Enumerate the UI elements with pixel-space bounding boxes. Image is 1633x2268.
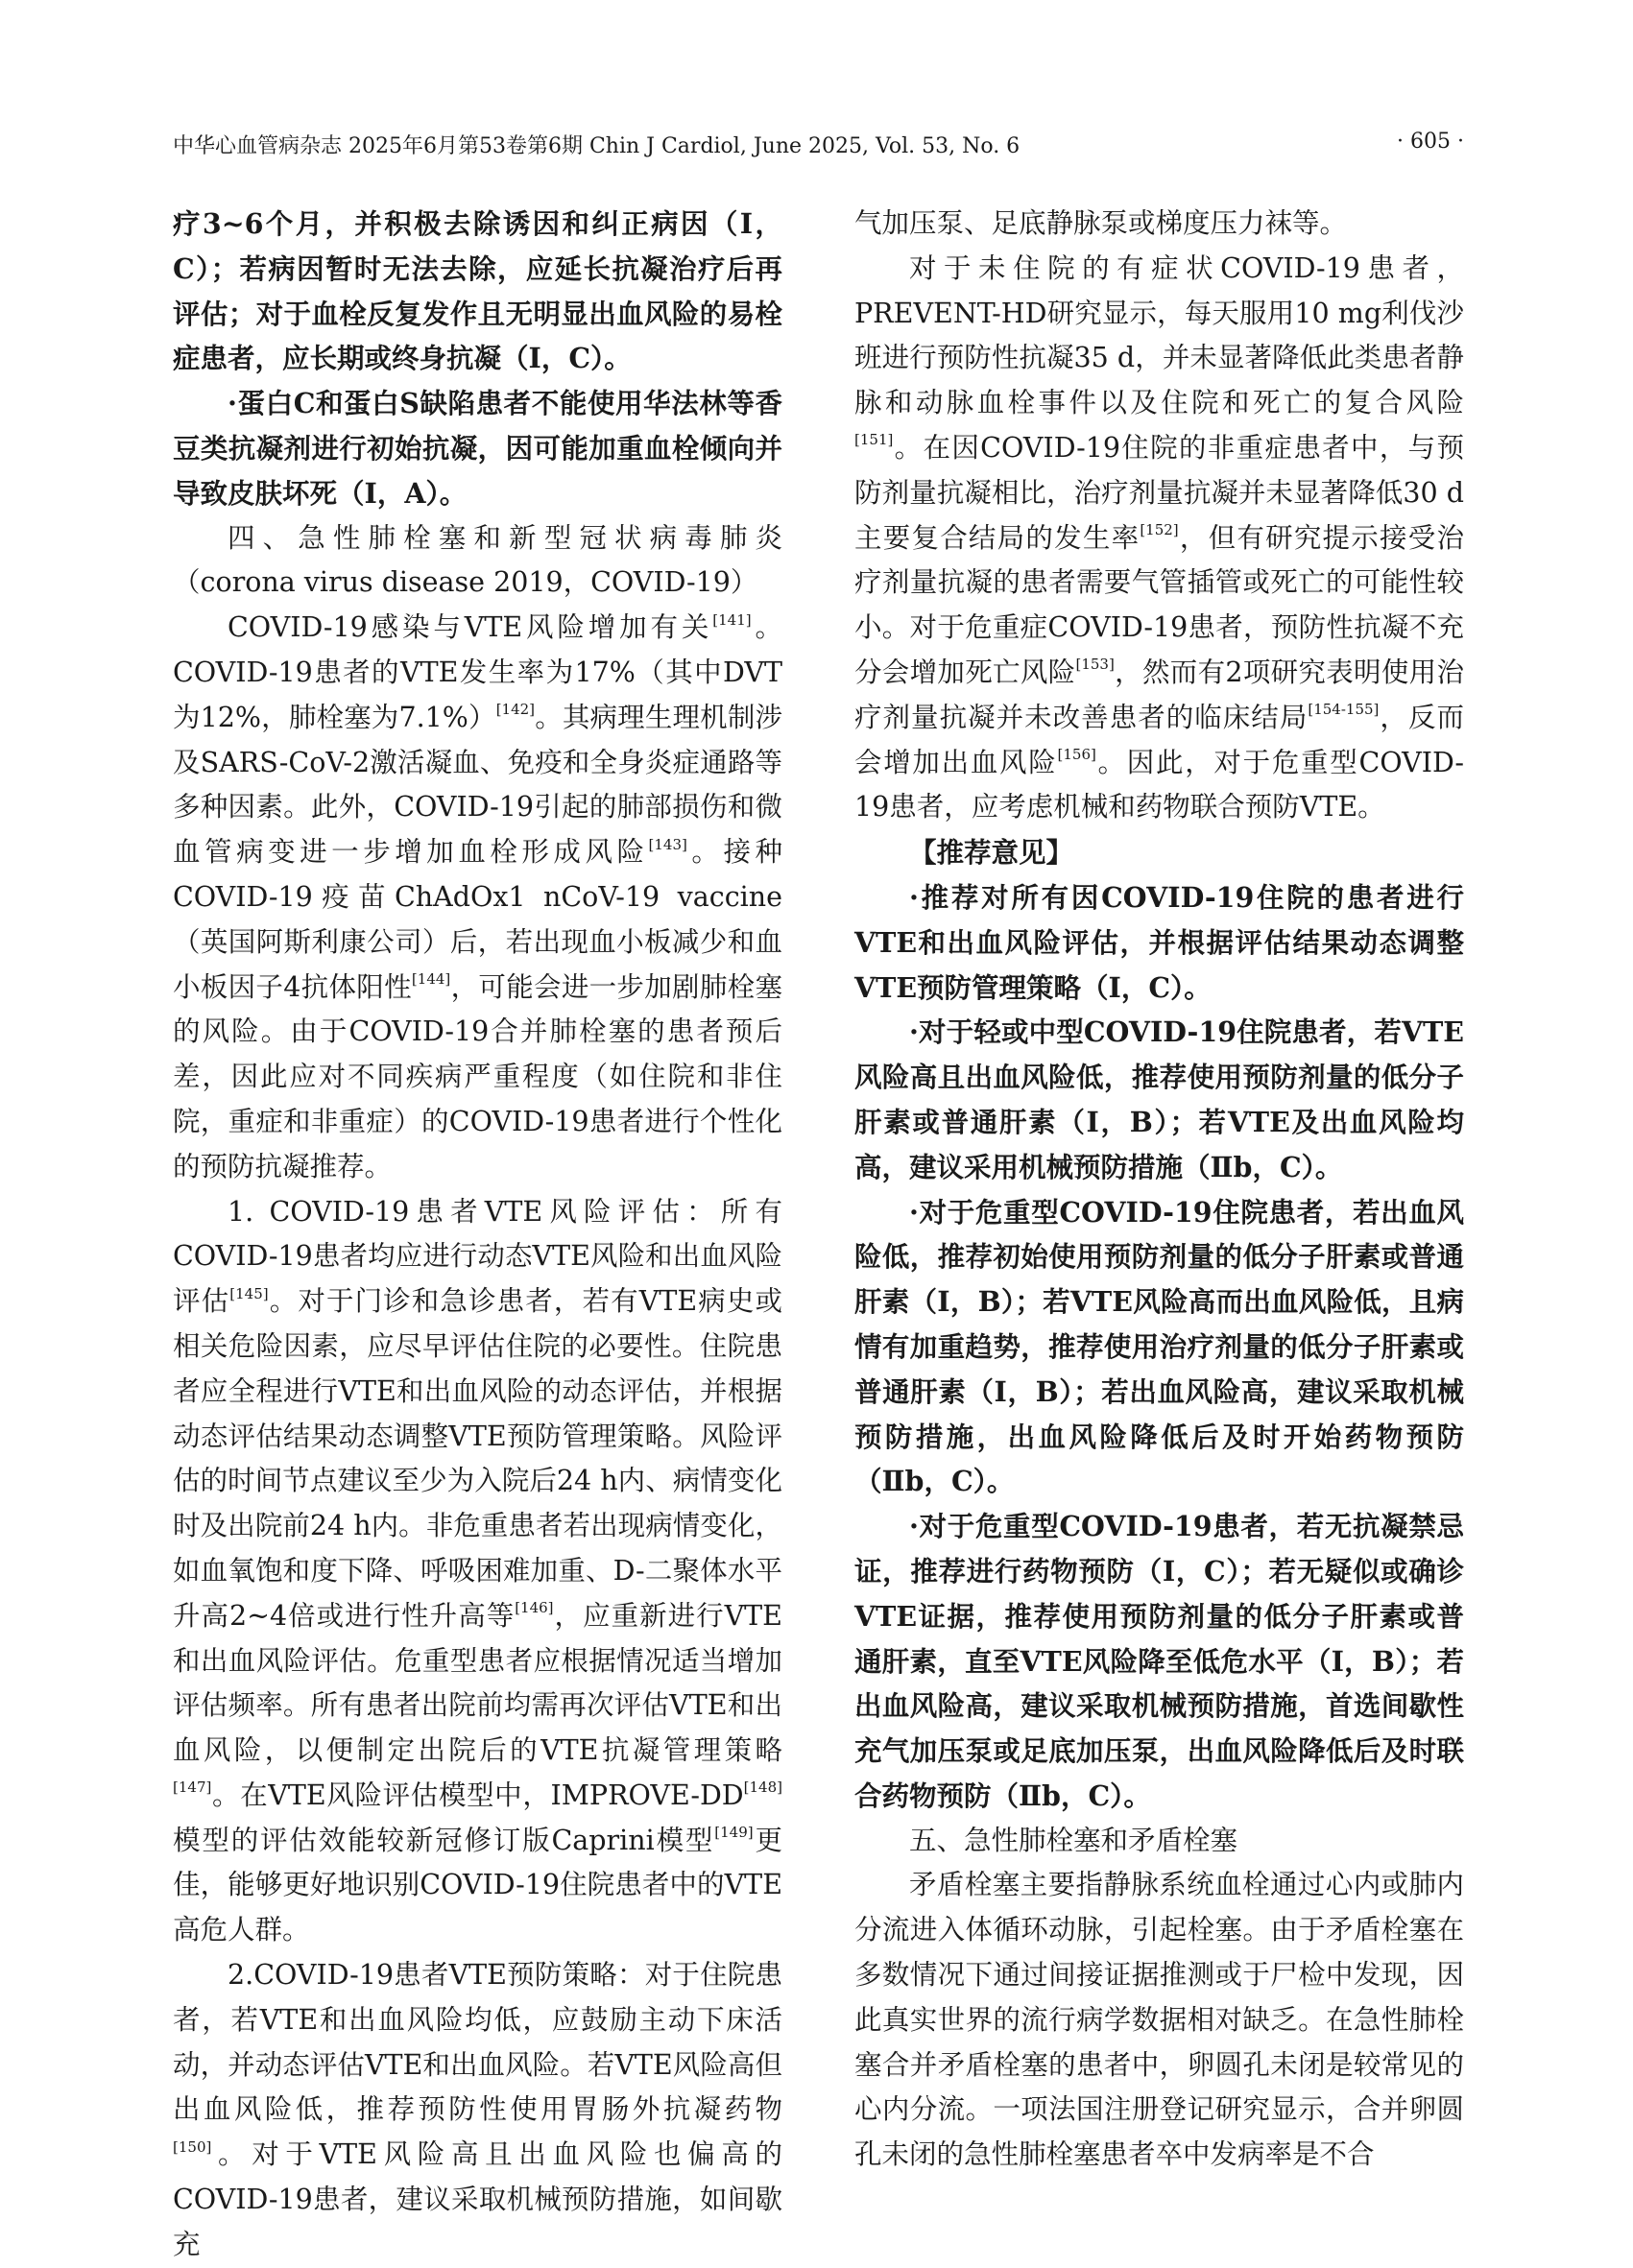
text-run: ，可能会进一步加剧肺栓塞的风险。由于COVID-19合并肺栓塞的患者预后差，因此应对不同疾病严重程度（如住院和非住院，重症和非重症）的COVID-19患者进行个性化的预防抗凝推荐。 <box>173 970 782 1182</box>
running-header <box>173 130 1464 168</box>
text-run: 2.COVID-19患者VTE预防策略：对于住院患者，若VTE和出血风险均低，应鼓励主动下床活动，并动态评估VTE和出血风险。若VTE风险高但出血风险低，推荐预防性使用胃肠外抗凝药物 <box>173 1959 782 2126</box>
text-run: 。因此，对于危重型COVID-19患者，应考虑机械和药物联合预防VTE。 <box>854 746 1464 824</box>
paragraph: ·蛋白C和蛋白S缺陷患者不能使用华法林等香豆类抗凝剂进行初始抗凝，因可能加重血栓倾向并导致皮肤坏死（Ⅰ，A）。 <box>173 387 782 510</box>
citation-ref: [145] <box>229 1284 269 1302</box>
citation-ref: [141] <box>712 610 752 629</box>
paragraph: 【推荐意见】 <box>909 836 1074 870</box>
text-run: 。COVID-19患者的VTE发生率为17%（其中DVT为12%，肺栓塞为7.1%） <box>173 611 782 733</box>
text-run: 模型的评估效能较新冠修订版Caprini模型 <box>173 1824 715 1856</box>
paragraph <box>173 1190 782 1954</box>
paragraph <box>173 606 782 1189</box>
paragraph: 矛盾栓塞主要指静脉系统血栓通过心内或肺内分流进入体循环动脉，引起栓塞。由于矛盾栓塞在多数情况下通过间接证据推测或于尸检中发现，因此真实世界的流行病学数据相对缺乏。在急性肺栓塞合并矛盾栓塞的患者中，卵圆孔未闭是较常见的心内分流。一项法国注册登记研究显示，合并卵圆孔未闭的急性肺栓塞患者卒中发病率是不合 <box>854 1869 1464 2171</box>
citation-ref: [150] <box>173 2137 212 2156</box>
citation-ref: [152] <box>1140 521 1179 539</box>
text-run: COVID-19感染与VTE风险增加有关 <box>228 611 713 644</box>
citation-ref: [156] <box>1057 746 1096 764</box>
citation-ref: [151] <box>854 431 894 449</box>
paragraph <box>854 247 1464 830</box>
page-number: · 605 · <box>1397 130 1464 154</box>
citation-ref: [147] <box>173 1779 212 1797</box>
journal-citation: 中华心血管病杂志 2025年6月第53卷第6期 Chin J Cardiol, June 2025, Vol. 53, No. 6 <box>173 134 1021 158</box>
citation-ref: [148] <box>743 1779 782 1797</box>
text-run: ，然而有2项研究表明使用治疗剂量抗凝并未改善患者的临床结局 <box>854 656 1464 733</box>
text-run: 。对于门诊和急诊患者，若有VTE病史或相关危险因素，应尽早评估住院的必要性。住院患者应全程进行VTE和出血风险的动态评估，并根据动态评估结果动态调整VTE预防管理策略。风险评估的时间节点建议至少为入院后24 h内、病情变化时及出院前24 h内。非危重患者若出现病情变化，如血氧饱和度下降、呼吸困难加重、D-二聚体水平升高2~4倍或进行性升高等 <box>173 1285 782 1632</box>
left-column <box>173 202 782 2268</box>
citation-ref: [142] <box>495 701 536 719</box>
text-run: 。其病理生理机制涉及SARS-CoV-2激活凝血、免疫和全身炎症通路等多种因素。此外，COVID-19引起的肺部损伤和微血管病变进一步增加血栓形成风险 <box>173 701 782 869</box>
citation-ref: [143] <box>648 835 687 853</box>
paragraph: 疗3~6个月，并积极去除诱因和纠正病因（Ⅰ，C）；若病因暂时无法去除，应延长抗凝治疗后再评估；对于血栓反复发作且无明显出血风险的易栓症患者，应长期或终身抗凝（Ⅰ，C）。 <box>173 207 782 375</box>
text-run: ，反而会增加出血风险 <box>854 701 1464 778</box>
paragraph: ·对于危重型COVID-19患者，若无抗凝禁忌证，推荐进行药物预防（Ⅰ，C）；若无疑似或确诊VTE证据，推荐使用预防剂量的低分子肝素或普通肝素，直至VTE风险降至低危水平（Ⅰ，B）；若出血风险高，建议采取机械预防措施，首选间歇性充气加压泵或足底加压泵，出血风险降低后及时联合药物预防（Ⅱb，C）。 <box>854 1510 1464 1812</box>
text-run: 1. COVID-19患者VTE风险评估：所有COVID-19患者均应进行动态VTE风险和出血风险评估 <box>173 1195 782 1318</box>
right-column <box>854 202 1464 2178</box>
citation-ref: [153] <box>1075 656 1115 674</box>
text-run: 。在VTE风险评估模型中，IMPROVE-DD <box>211 1779 744 1811</box>
text-run: ，应重新进行VTE和出血风险评估。危重型患者应根据情况适当增加评估频率。所有患者出院前均需再次评估VTE和出血风险，以便制定出院后的VTE抗凝管理策略 <box>173 1599 782 1767</box>
citation-ref: [144] <box>411 970 451 989</box>
text-run: 。接种COVID-19疫苗ChAdOx1 nCoV-19 vaccine（英国阿斯利康公司）后，若出现血小板减少和血小板因子4抗体阳性 <box>173 836 782 1003</box>
text-run: 。在因COVID-19住院的非重症患者中，与预防剂量抗凝相比，治疗剂量抗凝并未显著降低30 d主要复合结局的发生率 <box>854 431 1464 554</box>
text-run: ，但有研究提示接受治疗剂量抗凝的患者需要气管插管或死亡的可能性较小。对于危重症COVID-19患者，预防性抗凝不充分会增加死亡风险 <box>854 521 1464 688</box>
citation-ref: [146] <box>515 1599 554 1617</box>
paragraph: ·对于轻或中型COVID-19住院患者，若VTE风险高且出血风险低，推荐使用预防剂量的低分子肝素或普通肝素（Ⅰ，B）；若VTE及出血风险均高，建议采用机械预防措施（Ⅱb，C）。 <box>854 1015 1464 1183</box>
text-run: 更佳，能够更好地识别COVID-19住院患者中的VTE高危人群。 <box>173 1824 782 1946</box>
paragraph: 气加压泵、足底静脉泵或梯度压力袜等。 <box>854 207 1348 239</box>
citation-ref: [154-155] <box>1308 701 1380 719</box>
citation-ref: [149] <box>714 1824 754 1842</box>
paragraph: 四、急性肺栓塞和新型冠状病毒肺炎（corona virus disease 2019，COVID-19） <box>173 521 782 599</box>
text-run: 。对于VTE风险高且出血风险也偏高的COVID-19患者，建议采取机械预防措施，如间歇充 <box>173 2138 782 2260</box>
paragraph <box>173 1953 782 2268</box>
text-run: 对于未住院的有症状COVID-19患者，PREVENT-HD研究显示，每天服用10 mg利伐沙班进行预防性抗凝35 d，并未显著降低此类患者静脉和动脉血栓事件以及住院和死亡的复合风险 <box>854 251 1464 419</box>
paragraph: 五、急性肺栓塞和矛盾栓塞 <box>909 1824 1238 1856</box>
paragraph: ·推荐对所有因COVID-19住院的患者进行VTE和出血风险评估，并根据评估结果动态调整VTE预防管理策略（Ⅰ，C）。 <box>854 880 1464 1004</box>
paragraph: ·对于危重型COVID-19住院患者，若出血风险低，推荐初始使用预防剂量的低分子肝素或普通肝素（Ⅰ，B）；若VTE风险高而出血风险低，且病情有加重趋势，推荐使用治疗剂量的低分子肝素或普通肝素（Ⅰ，B）；若出血风险高，建议采取机械预防措施，出血风险降低后及时开始药物预防（Ⅱb，C）。 <box>854 1195 1464 1498</box>
